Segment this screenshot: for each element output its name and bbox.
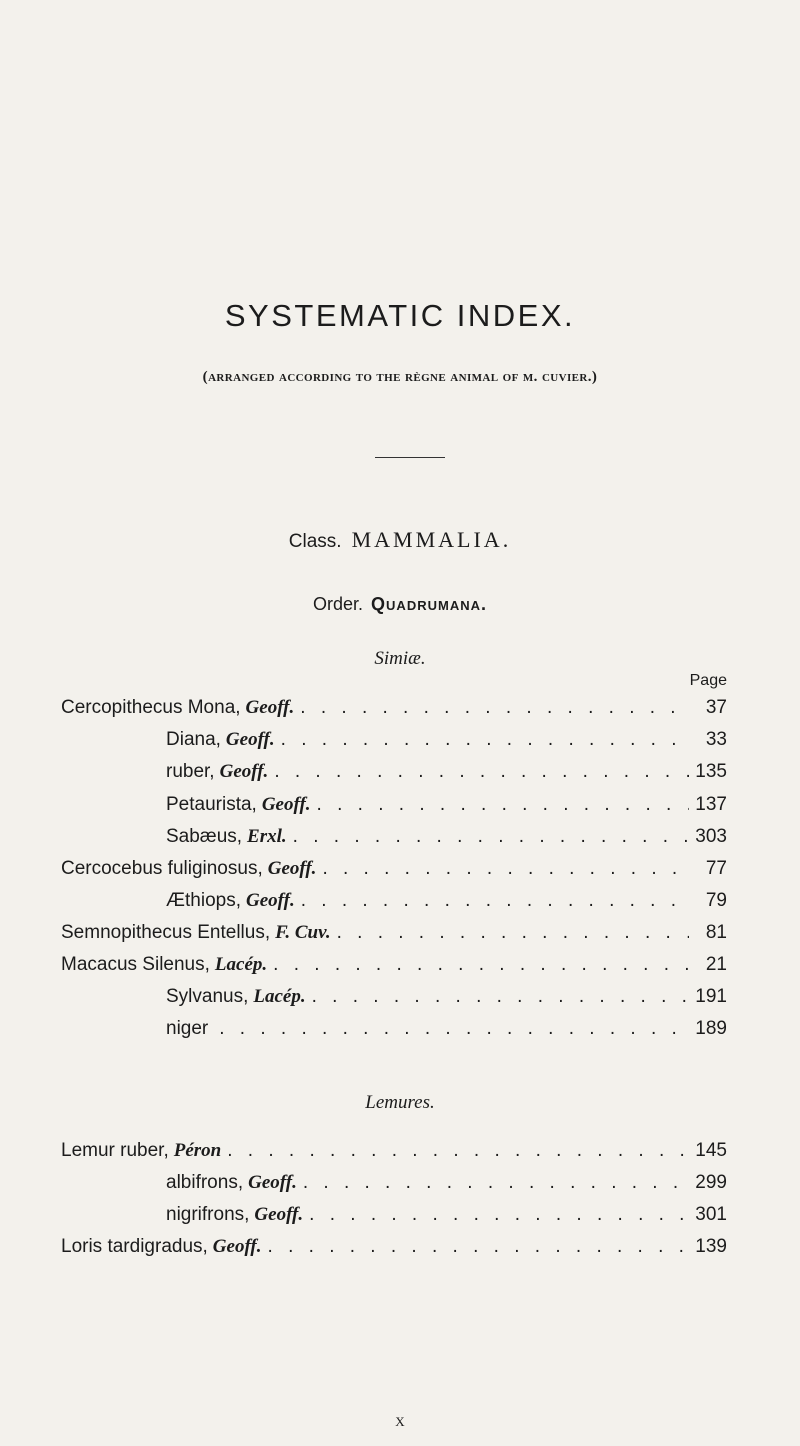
page-number: 81: [705, 922, 727, 943]
page-number: 137: [695, 794, 727, 815]
section-heading-simiae: Simiæ.: [374, 648, 426, 669]
order-label: Order.: [313, 594, 364, 614]
page-number: 135: [695, 761, 727, 782]
index-entry: Sabæus, Erxl. . . . 303: [166, 826, 727, 858]
order-heading: [0, 594, 800, 615]
index-entry: nigrifrons, Geoff. . . . 301: [166, 1204, 727, 1236]
class-value: MAMMALIA.: [351, 527, 512, 552]
page-subtitle: (arranged according to the règne animal of m. cuvier.): [202, 369, 598, 385]
page-folio: x: [395, 1410, 405, 1430]
index-entry: Petaurista, Geoff. . . . 137: [166, 794, 727, 826]
page-number: 191: [695, 986, 727, 1007]
index-entry: ruber, Geoff. . . . 135: [166, 761, 727, 793]
index-entry: Macacus Silenus, Lacép. . . . 21: [61, 954, 727, 986]
index-entry: Sylvanus, Lacép. . . . 191: [166, 986, 727, 1018]
page-number: 79: [705, 890, 727, 911]
index-entry: Cercopithecus Mona, Geoff. . . . 37: [61, 697, 727, 729]
page-number: 189: [695, 1018, 727, 1039]
page-number: 299: [695, 1172, 727, 1193]
class-label: Class.: [288, 531, 342, 552]
page-number: 21: [705, 954, 727, 975]
class-heading: [0, 527, 800, 553]
page-number: 301: [695, 1204, 727, 1225]
page-number: 145: [695, 1140, 727, 1161]
page-number: 77: [705, 858, 727, 879]
index-entry: Diana, Geoff. . . . 33: [166, 729, 727, 761]
index-entry: Cercocebus fuliginosus, Geoff. . . . 77: [61, 858, 727, 890]
index-entry: Semnopithecus Entellus, F. Cuv. . . . 81: [61, 922, 727, 954]
order-value: Quadrumana.: [371, 594, 487, 614]
page-number: 303: [695, 826, 727, 847]
section-heading-lemures: Lemures.: [365, 1092, 435, 1113]
index-entry: niger . . . 189: [166, 1018, 727, 1050]
index-entry: albifrons, Geoff. . . . 299: [166, 1172, 727, 1204]
page-number: 33: [705, 729, 727, 750]
page-column-header: Page: [689, 672, 727, 689]
page-title: SYSTEMATIC INDEX.: [224, 298, 576, 333]
index-entry: Lemur ruber, Péron . . . 145: [61, 1140, 727, 1172]
page-number: 37: [705, 697, 727, 718]
title-divider: [375, 457, 445, 458]
page-number: 139: [695, 1236, 727, 1257]
index-entry: Loris tardigradus, Geoff. . . . 139: [61, 1236, 727, 1268]
index-entry: Æthiops, Geoff. . . . 79: [166, 890, 727, 922]
